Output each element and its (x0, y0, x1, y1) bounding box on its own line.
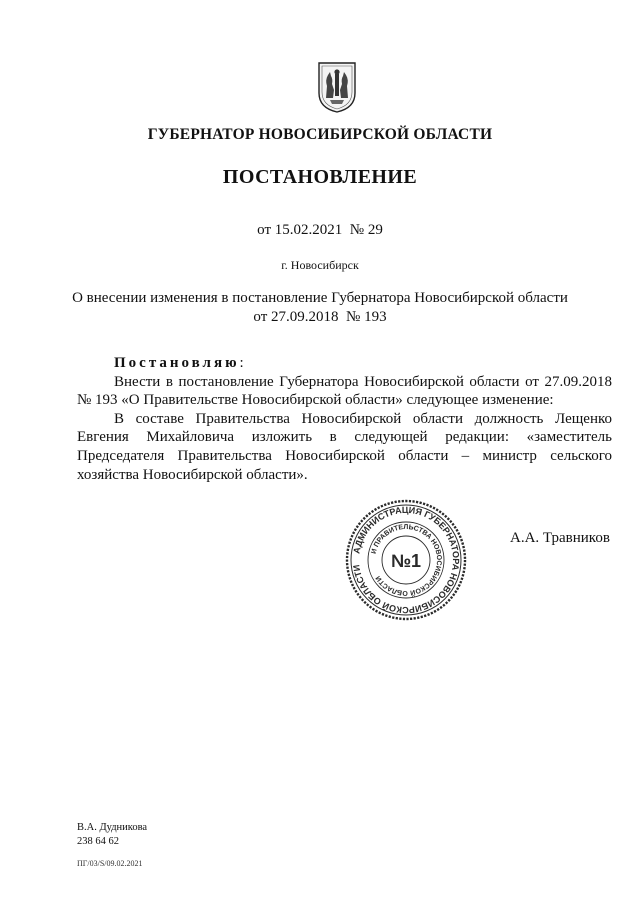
executor-name: В.А. Дудникова (77, 822, 148, 833)
stamp-inner-text: И ПРАВИТЕЛЬСТВА НОВОСИБИРСКОЙ ОБЛАСТИ (370, 523, 443, 597)
executor-phone: 238 64 62 (77, 836, 119, 847)
governor-title: ГУБЕРНАТОР НОВОСИБИРСКОЙ ОБЛАСТИ (147, 126, 493, 143)
resolve-word: Постановляю (114, 355, 240, 371)
document-type-title: ПОСТАНОВЛЕНИЕ (222, 166, 418, 188)
body-paragraph-2: В составе Правительства Новосибирской области должность Лещенко Евгения Михайловича изложить в следующей редакции: «заместитель Председателя Правительства Новосибирской области – министр сельского хозяйства Новосибирской области». (77, 410, 612, 483)
document-body (77, 354, 612, 484)
signatory-name: А.А. Травников (510, 530, 610, 546)
body-paragraph-1: Внести в постановление Губернатора Новосибирской области от 27.09.2018 № 193 «О Правительстве Новосибирской области» следующее изменение: (77, 373, 612, 409)
document-subject (0, 289, 640, 327)
stamp-ring-text: АДМИНИСТРАЦИЯ ГУБЕРНАТОРА НОВОСИБИРСКОЙ ОБЛАСТИ (351, 504, 462, 616)
official-stamp (344, 498, 468, 622)
subject-line-1: О внесении изменения в постановление Губернатора Новосибирской области (72, 290, 568, 306)
document-date-number: от 15.02.2021 № 29 (257, 222, 383, 238)
coat-of-arms-emblem (316, 60, 358, 114)
document-code: ПГ/03/S/09.02.2021 (77, 859, 143, 868)
stamp-number: №1 (390, 551, 422, 571)
subject-line-2: от 27.09.2018 № 193 (253, 309, 387, 325)
resolve-colon: : (239, 355, 244, 371)
resolve-line (77, 354, 612, 373)
document-city: г. Новосибирск (281, 258, 359, 272)
